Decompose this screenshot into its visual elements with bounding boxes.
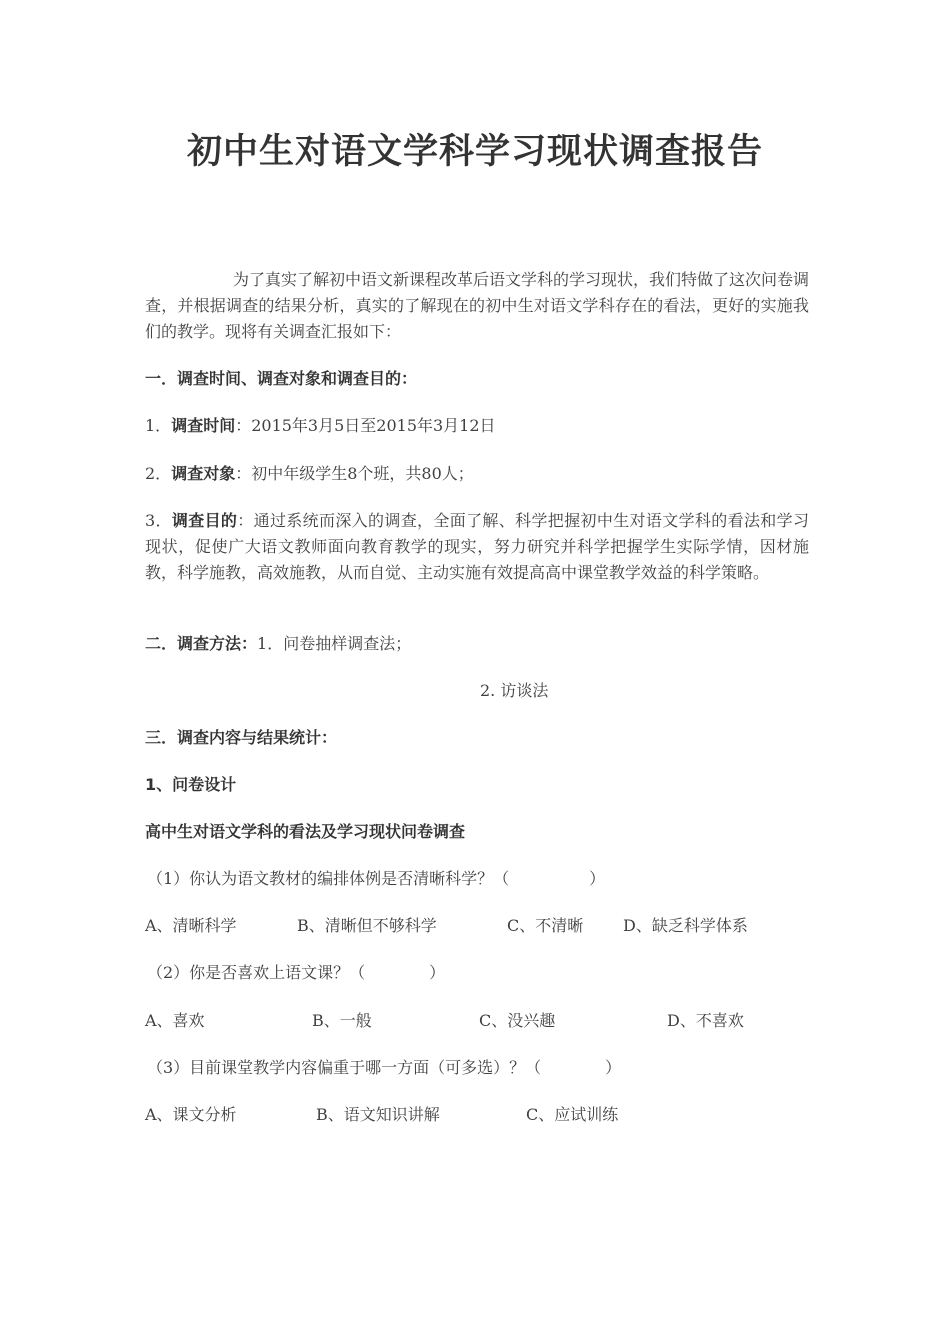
section3-heading: 三．调查内容与结果统计：: [145, 728, 338, 747]
q2-option-d: D、不喜欢: [667, 1011, 744, 1030]
question-2: （2）你是否喜欢上语文课？（ ）: [147, 963, 446, 982]
intro-paragraph: 为了真实了解初中语文新课程改革后语文学科的学习现状，我们特做了这次问卷调查，并根据调查的结果分析，真实的了解现在的初中生对语文学科存在的看法，更好的实施我们的教学。现将有关调查汇报如下：: [145, 270, 810, 341]
section2-line: [145, 631, 411, 657]
survey-title: 高中生对语文学科的看法及学习现状问卷调查: [145, 822, 466, 841]
survey-object-number: 2．: [145, 464, 172, 483]
survey-purpose-block: [145, 508, 809, 586]
method-1: 1．问卷抽样调查法；: [257, 634, 412, 653]
q1-option-d: D、缺乏科学体系: [623, 916, 748, 935]
q2-option-b: B、一般: [312, 1011, 372, 1030]
survey-purpose-label: 调查目的: [171, 511, 238, 530]
survey-object-text: ：初中年级学生8个班，共80人；: [235, 464, 474, 483]
survey-time-text: ：2015年3月5日至2015年3月12日: [235, 416, 496, 435]
q3-option-c: C、应试训练: [526, 1105, 619, 1124]
survey-purpose-text: ：通过系统而深入的调查，全面了解、科学把握初中生对语文学科的看法和学习现状，促使广大语文教师面向教育教学的现实，努力研究并科学把握学生实际学情，因材施教，科学施教，高效施教，从而自觉、主动实施有效提高高中课堂教学效益的科学策略。: [145, 511, 809, 582]
questionnaire-design-heading: 1、问卷设计: [145, 775, 237, 794]
question-3: （3）目前课堂教学内容偏重于哪一方面（可多选）？（ ）: [147, 1058, 622, 1077]
section2-heading: 二．调查方法：: [145, 634, 258, 653]
q1-option-b: B、清晰但不够科学: [297, 916, 437, 935]
q2-option-a: A、喜欢: [145, 1011, 205, 1030]
survey-object-line: [145, 461, 474, 487]
method-2: 2. 访谈法: [480, 681, 549, 700]
survey-object-label: 调查对象: [171, 464, 236, 483]
q1-option-c: C、不清晰: [507, 916, 584, 935]
q1-option-a: A、清晰科学: [145, 916, 237, 935]
survey-time-label: 调查时间: [171, 416, 236, 435]
section1-heading: 一．调查时间、调查对象和调查目的：: [145, 369, 418, 388]
survey-time-line: [145, 413, 496, 439]
report-title: 初中生对语文学科学习现状调查报告: [186, 132, 763, 172]
survey-purpose-number: 3．: [145, 511, 172, 530]
q2-option-c: C、没兴趣: [479, 1011, 556, 1030]
question-1: （1）你认为语文教材的编排体例是否清晰科学？（ ）: [147, 869, 606, 888]
q3-option-b: B、语文知识讲解: [316, 1105, 440, 1124]
q3-option-a: A、课文分析: [145, 1105, 237, 1124]
survey-time-number: 1．: [145, 416, 172, 435]
